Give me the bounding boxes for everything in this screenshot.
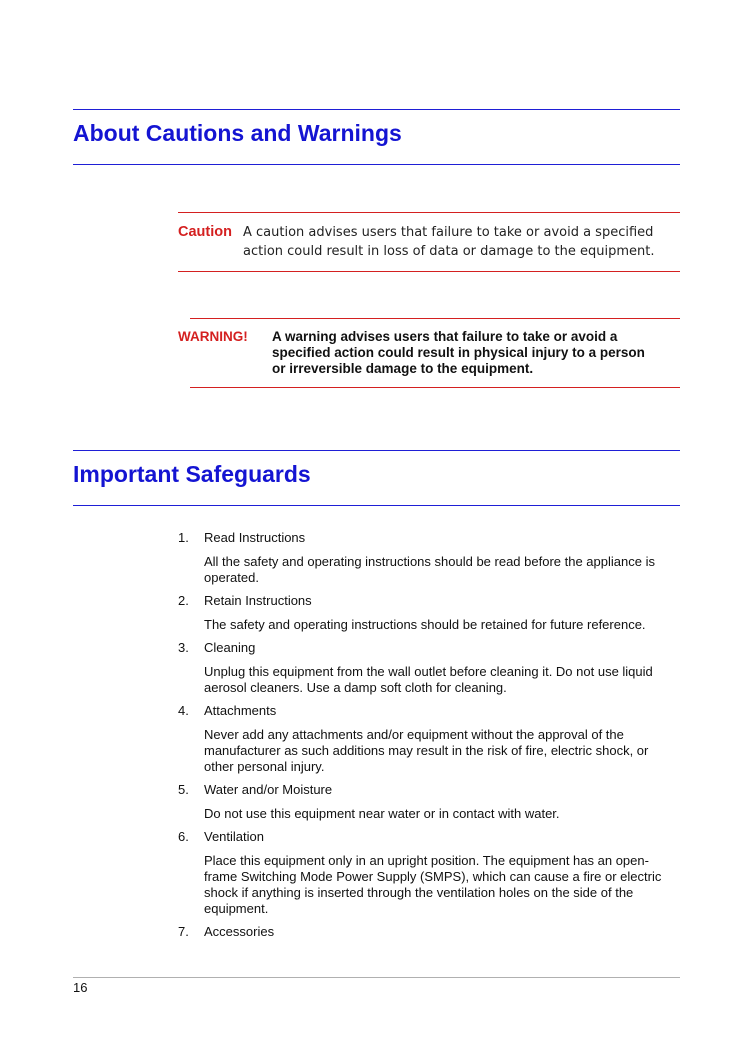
section-bottom-rule — [73, 164, 680, 165]
item-title: Cleaning — [204, 640, 256, 655]
caution-bottom-rule — [178, 271, 680, 272]
item-body: Never add any attachments and/or equipment without the approval of the manufacturer as such additions may result in the risk of fire, electric shock, or other personal injury. — [204, 727, 649, 774]
item-number: 1. — [178, 530, 189, 545]
item-title: Water and/or Moisture — [204, 782, 333, 797]
list-item — [178, 640, 668, 696]
list-item — [178, 782, 668, 822]
list-item — [178, 829, 668, 917]
list-item — [178, 924, 668, 940]
section-top-rule — [73, 450, 680, 451]
item-title: Accessories — [204, 924, 275, 939]
item-number: 3. — [178, 640, 189, 655]
list-item — [178, 593, 668, 633]
caution-top-rule — [178, 212, 680, 213]
section-bottom-rule — [73, 505, 680, 506]
caution-label: Caution — [178, 224, 232, 240]
footer-rule — [73, 977, 680, 978]
item-body: Do not use this equipment near water or in contact with water. — [204, 806, 560, 821]
item-number: 2. — [178, 593, 189, 608]
warning-label: WARNING! — [178, 329, 248, 344]
list-item — [178, 703, 668, 775]
section-title-cautions: About Cautions and Warnings — [73, 120, 402, 146]
item-body: The safety and operating instructions should be retained for future reference. — [204, 617, 646, 632]
item-number: 7. — [178, 924, 189, 939]
item-body: Unplug this equipment from the wall outlet before cleaning it. Do not use liquid aerosol cleaners. Use a damp soft cloth for cleaning. — [204, 664, 653, 695]
item-title: Read Instructions — [204, 530, 306, 545]
item-number: 6. — [178, 829, 189, 844]
item-number: 5. — [178, 782, 189, 797]
section-title-safeguards: Important Safeguards — [73, 461, 311, 487]
warning-top-rule — [190, 318, 680, 319]
item-body: Place this equipment only in an upright position. The equipment has an open-frame Switching Mode Power Supply (SMPS), which can cause a fire or electric shock if anything is inserted through the ventilation holes on the side of the equipment. — [204, 853, 662, 916]
section-top-rule — [73, 109, 680, 110]
safeguards-list — [178, 530, 668, 948]
item-title: Retain Instructions — [204, 593, 312, 608]
warning-bottom-rule — [190, 387, 680, 388]
list-item — [178, 530, 668, 586]
item-title: Ventilation — [204, 829, 264, 844]
item-title: Attachments — [204, 703, 277, 718]
page-number: 16 — [73, 980, 88, 995]
item-body: All the safety and operating instructions should be read before the appliance is operated. — [204, 554, 655, 585]
warning-text: A warning advises users that failure to take or avoid a specified action could result in physical injury to a person or irreversible damage to the equipment. — [272, 329, 645, 376]
caution-text: A caution advises users that failure to take or avoid a specified action could result in loss of data or damage to the equipment. — [243, 225, 655, 259]
item-number: 4. — [178, 703, 189, 718]
